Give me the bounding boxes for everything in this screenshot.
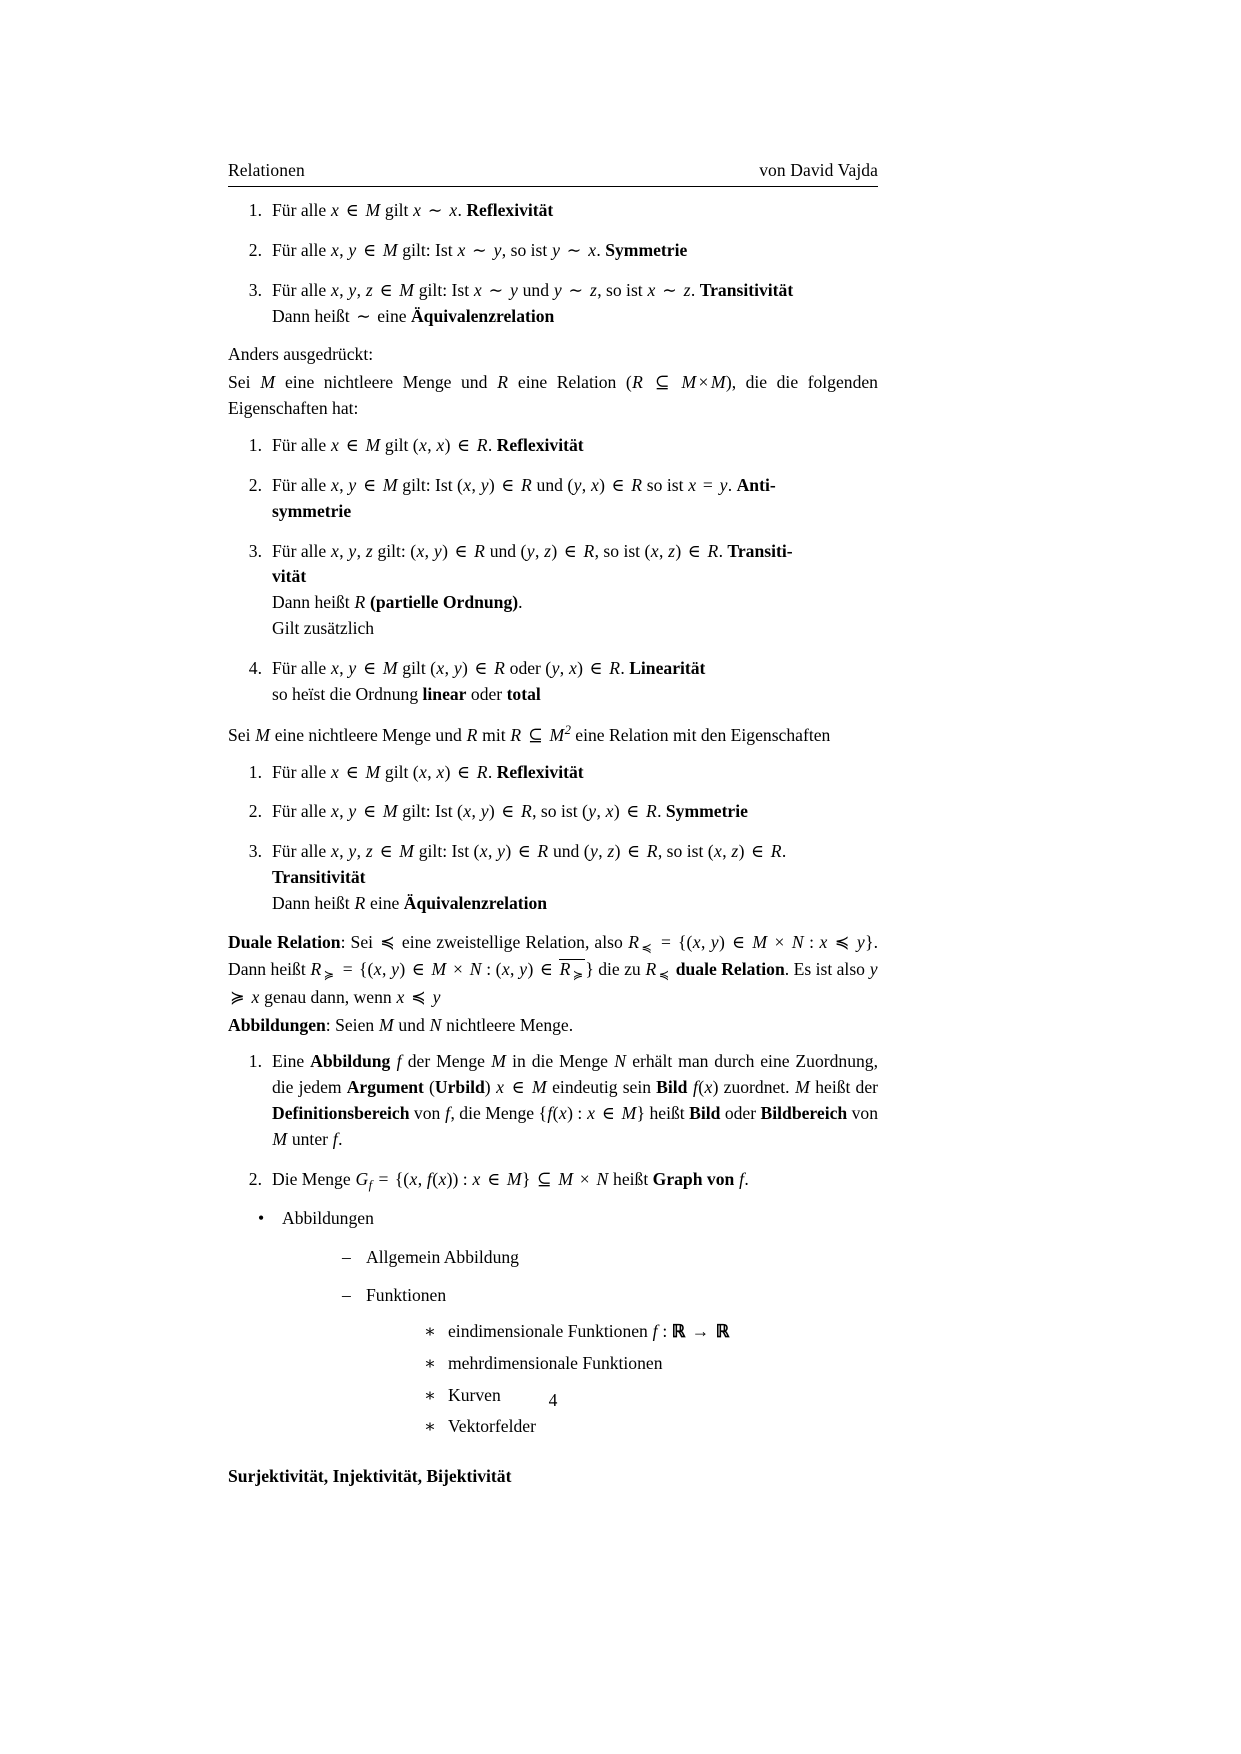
list-item-subline: Dann heißt ∼ eine Äquivalenzrelation	[272, 305, 555, 326]
abbildungen-label: Abbildungen	[228, 1014, 326, 1035]
asterisk-icon: ∗	[424, 1320, 436, 1341]
outline-label: Abbildungen	[282, 1208, 374, 1229]
paragraph-sei-m-2: Sei M eine nichtleere Menge und R mit R ⊆ $M^2$ eine Relation mit den Eigenschaften	[228, 722, 831, 745]
list-item-subline: Transitivität	[272, 867, 366, 888]
list-item: 1. Für alle x ∈ M gilt (x, x) ∈ R. Reflexivität	[228, 433, 878, 459]
list-item-subline: Gilt zusätzlich	[272, 618, 375, 639]
list-marker: 2.	[248, 1168, 262, 1189]
outline-label: mehrdimensionale Funktionen	[448, 1352, 663, 1373]
outline-label: Allgemein Abbildung	[366, 1247, 519, 1268]
list-marker: 1.	[248, 200, 262, 220]
list-marker: 2.	[248, 239, 262, 260]
asterisk-icon: ∗	[424, 1384, 436, 1405]
list-item: 3. Für alle x, y, z gilt: (x, y) ∈ R und (y, z) ∈ R, so ist (x, z) ∈ R. Transiti- vität Dann heißt R (partielle Ordnung). Gilt zusätzlich	[228, 539, 878, 642]
list-item	[334, 1245, 878, 1271]
outline-label: Funktionen	[366, 1285, 447, 1306]
list-item-subline: Dann heißt R (partielle Ordnung).	[272, 592, 523, 613]
equivalence-list-1	[228, 198, 878, 329]
list-marker: 2.	[248, 474, 262, 495]
equivalence-list-2	[228, 760, 878, 917]
outline-label: Vektorfelder	[448, 1416, 536, 1437]
paragraph-abbildungen-intro: Abbildungen: Seien M und N nichtleere Menge.	[228, 1014, 574, 1035]
list-item: 4. Für alle x, y ∈ M gilt (x, y) ∈ R oder (y, x) ∈ R. Linearität so heïst die Ordnung linear oder total	[228, 656, 878, 708]
outline-sublist	[334, 1245, 878, 1440]
running-header	[228, 160, 878, 187]
bullet-icon: •	[258, 1208, 265, 1229]
page-body	[228, 160, 878, 1487]
closing-heading: Surjektivität, Injektivität, Bijektivität	[228, 1466, 512, 1487]
list-marker: 3.	[248, 279, 262, 300]
list-item: 2. Die Menge $G_f = \{(x$, f(x)) : x ∈ M} ⊆ M × N heißt Graph von f.	[228, 1167, 878, 1194]
list-marker: 2.	[248, 801, 262, 822]
list-item: 1. Für alle x ∈ M gilt x ∼ x. Reflexivität	[228, 198, 878, 224]
running-header-title: Relationen	[228, 160, 305, 180]
list-item	[334, 1283, 878, 1440]
running-header-author: von David Vajda	[759, 160, 878, 180]
list-item: 3. Für alle x, y, z ∈ M gilt: Ist (x, y) ∈ R und (y, z) ∈ R, so ist (x, z) ∈ R. Transitivität Dann heißt R eine Äquivalenzrelation	[228, 839, 878, 917]
list-item: 2. Für alle x, y ∈ M gilt: Ist (x, y) ∈ R und (y, x) ∈ R so ist x = y. Anti- symmetrie	[228, 473, 878, 525]
list-marker: 1.	[248, 1051, 262, 1072]
outline-label: Kurven	[448, 1384, 501, 1405]
abbildung-list	[228, 1049, 878, 1194]
list-item: 2. Für alle x, y ∈ M gilt: Ist (x, y) ∈ R, so ist (y, x) ∈ R. Symmetrie	[228, 799, 878, 825]
list-item: 1. Für alle x ∈ M gilt (x, x) ∈ R. Reflexivität	[228, 760, 878, 786]
paragraph-duale-relation: Duale Relation: Sei ≼ eine zweistellige Relation, also R $_≼$ = {(x, y) ∈ M × N : x ≼ y}. Dann heißt R $_≽$ = {(x, y) ∈ M × N : (x, y) ∈ R $_≽$ } die zu R $_≼$ duale Relation. Es ist also y ≽ x genau dann, wenn x ≼ y	[228, 931, 878, 1007]
duale-relation-label: Duale Relation	[228, 931, 341, 952]
list-item-subline: vität	[272, 566, 307, 587]
list-item-subline: symmetrie	[272, 500, 352, 521]
asterisk-icon: ∗	[424, 1352, 436, 1373]
paragraph-anders: Anders ausgedrückt:	[228, 344, 374, 365]
paragraph-sei-m-1: Sei M eine nichtleere Menge und R eine Relation (R ⊆ M × M), die die folgenden Eigenschaften hat:	[228, 372, 878, 419]
list-marker: 4.	[248, 658, 262, 679]
list-marker: 1.	[248, 435, 262, 456]
asterisk-icon: ∗	[424, 1416, 436, 1437]
list-marker: 3.	[248, 540, 262, 561]
list-marker: 3.	[248, 841, 262, 862]
list-item-subline: so heïst die Ordnung linear oder total	[272, 683, 541, 704]
list-item: 3. Für alle x, y, z ∈ M gilt: Ist x ∼ y und y ∼ z, so ist x ∼ z. Transitivität Dann heißt ∼ eine Äquivalenzrelation	[228, 278, 878, 330]
dash-icon: –	[342, 1285, 351, 1306]
list-item-subline: Dann heißt R eine Äquivalenzrelation	[272, 893, 548, 914]
list-item: 1. Eine Abbildung f der Menge M in die Menge N erhält man durch eine Zuordnung, die jedem Argument (Urbild) x ∈ M eindeutig sein Bild f(x) zuordnet. M heißt der Definitionsbereich von f, die Menge {f(x) : x ∈ M} heißt Bild oder Bildbereich von M unter f.	[228, 1049, 878, 1152]
dash-icon: –	[342, 1247, 351, 1268]
list-item	[416, 1351, 878, 1377]
list-marker: 1.	[248, 761, 262, 782]
list-item	[416, 1414, 878, 1440]
list-item: ∗ eindimensionale Funktionen f : ℝ → ℝ	[416, 1319, 878, 1345]
order-list	[228, 433, 878, 708]
outline-subsublist	[416, 1319, 878, 1440]
page-number: 4	[548, 1390, 558, 1410]
list-item: 2. Für alle x, y ∈ M gilt: Ist x ∼ y, so ist y ∼ x. Symmetrie	[228, 238, 878, 264]
